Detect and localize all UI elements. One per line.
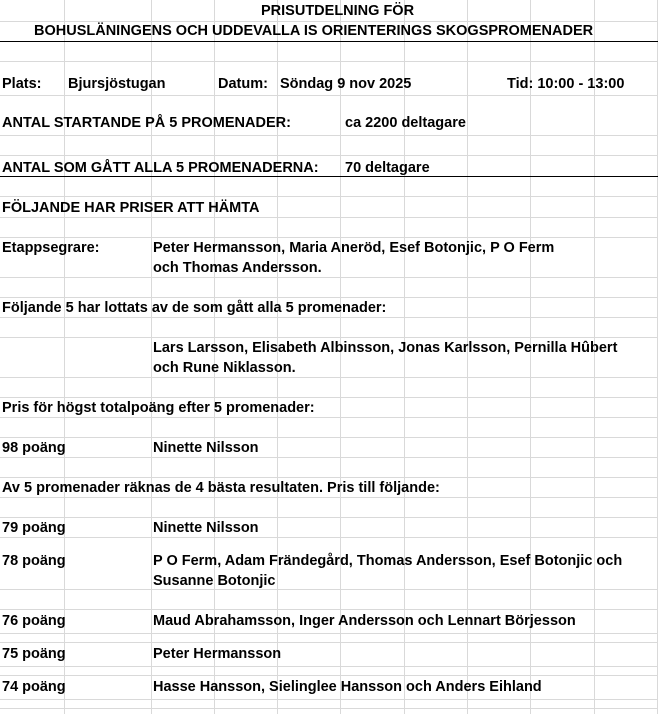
alla-promenader-value: 70 deltagare	[345, 160, 430, 176]
datum-value: Söndag 9 nov 2025	[280, 76, 412, 92]
grid-row-line	[0, 708, 658, 709]
grid-row-line	[0, 217, 658, 218]
points-75: 75 poäng	[2, 646, 66, 662]
plats-label: Plats:	[2, 76, 42, 92]
total-name: Ninette Nilsson	[153, 440, 259, 456]
grid-row-line	[0, 337, 658, 338]
title-underline	[0, 41, 658, 42]
grid-row-line	[0, 517, 658, 518]
lottade-names-line-2: och Rune Niklasson.	[153, 360, 296, 376]
grid-row-line	[0, 675, 658, 676]
plats-value: Bjursjöstugan	[68, 76, 166, 92]
grid-row-line	[0, 589, 658, 590]
alla-promenader-label: ANTAL SOM GÅTT ALLA 5 PROMENADERNA:	[2, 160, 319, 176]
names-79: Ninette Nilsson	[153, 520, 259, 536]
names-78-line-1: P O Ferm, Adam Frändegård, Thomas Andersson, Esef Botonjic och	[153, 553, 623, 569]
etapp-names-line-2: och Thomas Andersson.	[153, 260, 322, 276]
datum-label: Datum:	[218, 76, 268, 92]
etapp-names-line-1: Peter Hermansson, Maria Aneröd, Esef Botonjic, P O Ferm	[153, 240, 555, 256]
grid-row-line	[0, 21, 658, 22]
names-76: Maud Abrahamsson, Inger Andersson och Lennart Börjesson	[153, 613, 576, 629]
points-76: 76 poäng	[2, 613, 66, 629]
priser-heading: FÖLJANDE HAR PRISER ATT HÄMTA	[2, 200, 260, 216]
best4-heading: Av 5 promenader räknas de 4 bästa resultaten. Pris till följande:	[2, 480, 440, 496]
grid-row-line	[0, 666, 658, 667]
names-78-line-2: Susanne Botonjic	[153, 573, 276, 589]
grid-row-line	[0, 317, 658, 318]
points-74: 74 poäng	[2, 679, 66, 695]
etapp-label: Etappsegrare:	[2, 240, 100, 256]
tid-value: Tid: 10:00 - 13:00	[507, 76, 625, 92]
grid-column-line	[530, 0, 531, 714]
grid-row-line	[0, 95, 658, 96]
grid-row-line	[0, 497, 658, 498]
grid-row-line	[0, 135, 658, 136]
grid-row-line	[0, 609, 658, 610]
grid-row-line	[0, 437, 658, 438]
grid-row-line	[0, 417, 658, 418]
title-line-1: PRISUTDELNING FÖR	[261, 3, 415, 19]
grid-row-line	[0, 477, 658, 478]
points-79: 79 poäng	[2, 520, 66, 536]
total-heading: Pris för högst totalpoäng efter 5 promenader:	[2, 400, 315, 416]
grid-row-line	[0, 61, 658, 62]
startande-label: ANTAL STARTANDE PÅ 5 PROMENADER:	[2, 115, 291, 131]
grid-row-line	[0, 457, 658, 458]
grid-column-line	[277, 0, 278, 714]
points-78: 78 poäng	[2, 553, 66, 569]
grid-row-line	[0, 699, 658, 700]
grid-column-line	[467, 0, 468, 714]
startande-value: ca 2200 deltagare	[345, 115, 466, 131]
grid-column-line	[214, 0, 215, 714]
grid-column-line	[594, 0, 595, 714]
grid-column-line	[404, 0, 405, 714]
grid-column-line	[340, 0, 341, 714]
grid-row-line	[0, 155, 658, 156]
grid-row-line	[0, 237, 658, 238]
lottade-names-line-1: Lars Larsson, Elisabeth Albinsson, Jonas Karlsson, Pernilla Hûbert	[153, 340, 618, 356]
total-points: 98 poäng	[2, 440, 66, 456]
grid-row-line	[0, 633, 658, 634]
grid-row-line	[0, 196, 658, 197]
grid-row-line	[0, 397, 658, 398]
grid-row-line	[0, 297, 658, 298]
grid-row-line	[0, 642, 658, 643]
grid-row-line	[0, 277, 658, 278]
lottade-heading: Följande 5 har lottats av de som gått alla 5 promenader:	[2, 300, 387, 316]
title-line-2: BOHUSLÄNINGENS OCH UDDEVALLA IS ORIENTERINGS SKOGSPROMENADER	[34, 23, 594, 39]
grid-row-line	[0, 377, 658, 378]
grid-row-line	[0, 537, 658, 538]
grid-column-line	[64, 0, 65, 714]
names-75: Peter Hermansson	[153, 646, 282, 662]
grid-column-line	[151, 0, 152, 714]
names-74: Hasse Hansson, Sielinglee Hansson och Anders Eihland	[153, 679, 542, 695]
